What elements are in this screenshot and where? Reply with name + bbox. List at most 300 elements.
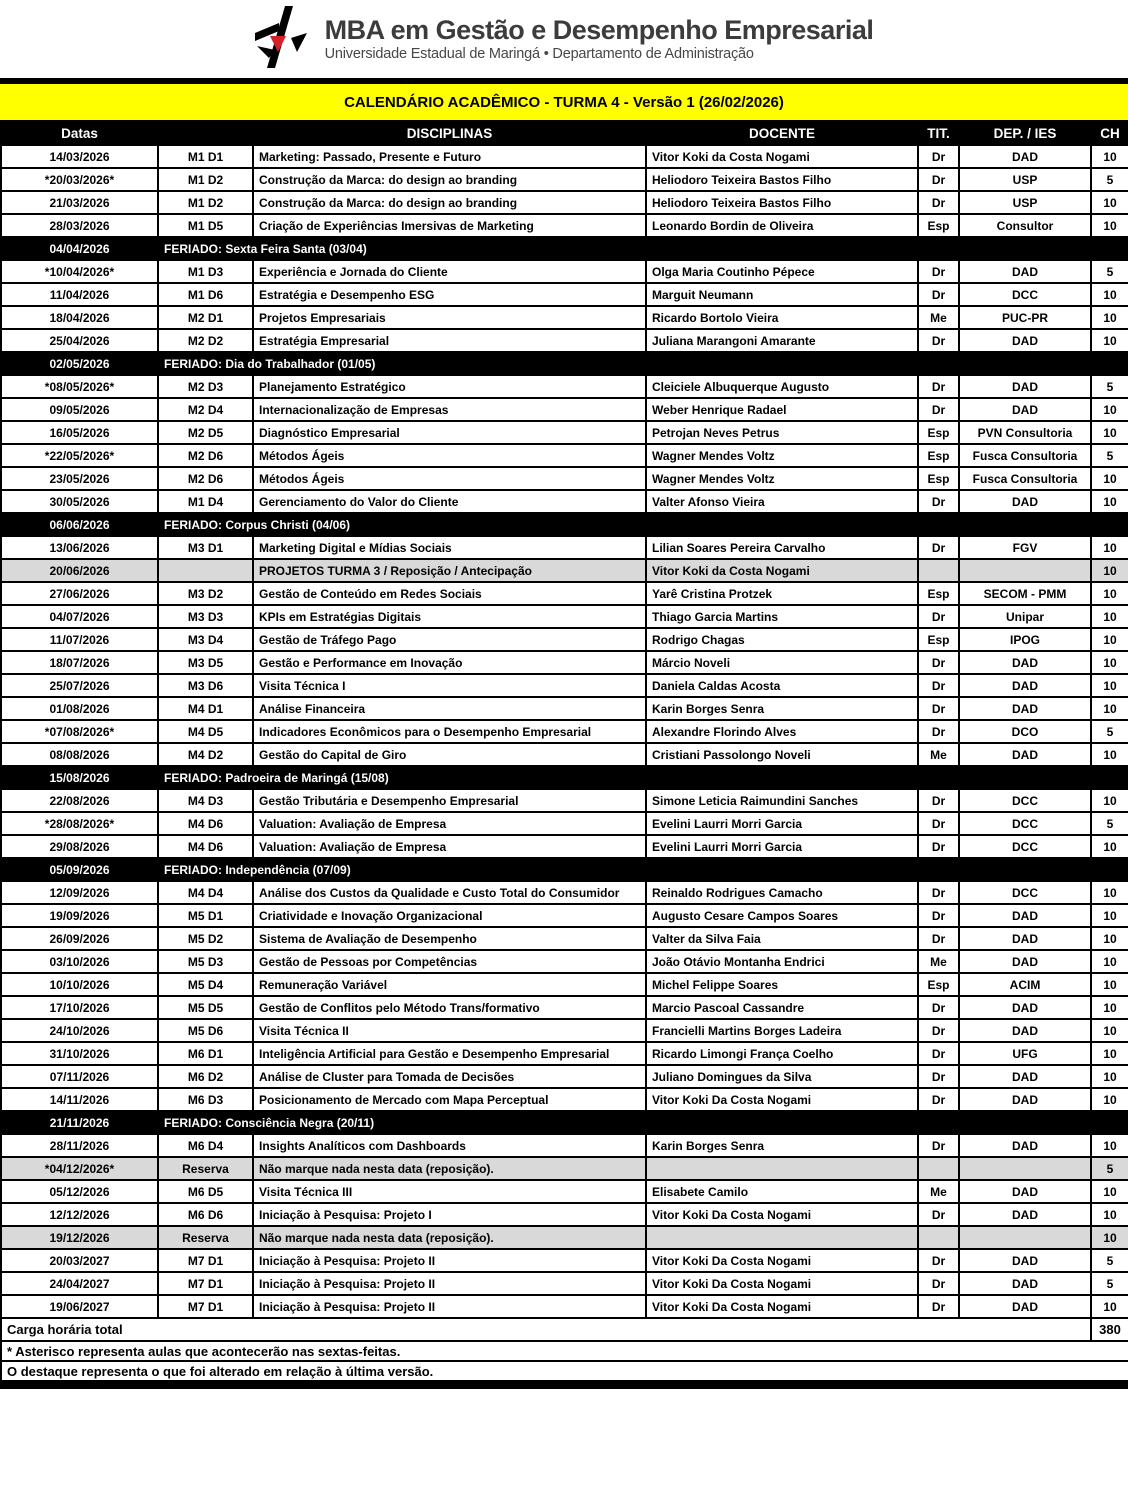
row-module: M1 D4 xyxy=(158,490,253,513)
row-discipline: Gestão de Conteúdo em Redes Sociais xyxy=(253,582,646,605)
holiday-row xyxy=(1,513,1128,536)
row-tit: Me xyxy=(918,743,959,766)
row-discipline: Experiência e Jornada do Cliente xyxy=(253,260,646,283)
row-module: M2 D2 xyxy=(158,329,253,352)
holiday-row xyxy=(1,858,1128,881)
row-module: M5 D3 xyxy=(158,950,253,973)
row-module: M5 D4 xyxy=(158,973,253,996)
class-row xyxy=(1,375,1128,398)
row-date: 21/03/2026 xyxy=(1,191,158,214)
row-date: 11/07/2026 xyxy=(1,628,158,651)
row-dep: Fusca Consultoria xyxy=(959,444,1091,467)
row-tit: Dr xyxy=(918,283,959,306)
calendar-table-footer xyxy=(1,1318,1128,1381)
class-row xyxy=(1,467,1128,490)
row-docente: Vitor Koki Da Costa Nogami xyxy=(646,1203,918,1226)
row-date: 19/06/2027 xyxy=(1,1295,158,1318)
row-tit: Dr xyxy=(918,1272,959,1295)
row-date: 09/05/2026 xyxy=(1,398,158,421)
row-module: Reserva xyxy=(158,1157,253,1180)
class-row xyxy=(1,973,1128,996)
row-date: 14/11/2026 xyxy=(1,1088,158,1111)
row-ch: 10 xyxy=(1091,1088,1128,1111)
row-date: *28/08/2026* xyxy=(1,812,158,835)
row-ch: 10 xyxy=(1091,743,1128,766)
row-ch: 10 xyxy=(1091,904,1128,927)
holiday-label: FERIADO: Padroeira de Maringá (15/08) xyxy=(158,766,1128,789)
row-discipline: Gerenciamento do Valor do Cliente xyxy=(253,490,646,513)
row-module: M2 D4 xyxy=(158,398,253,421)
row-module: M2 D1 xyxy=(158,306,253,329)
row-dep: USP xyxy=(959,168,1091,191)
row-module: M2 D6 xyxy=(158,467,253,490)
row-docente: Thiago Garcia Martins xyxy=(646,605,918,628)
row-dep: Fusca Consultoria xyxy=(959,467,1091,490)
row-module: M4 D6 xyxy=(158,835,253,858)
note-asterisk: * Asterisco representa aulas que acontecerão nas sextas-feitas. xyxy=(1,1341,1128,1361)
holiday-row xyxy=(1,766,1128,789)
class-row xyxy=(1,789,1128,812)
class-row xyxy=(1,398,1128,421)
row-tit: Esp xyxy=(918,444,959,467)
row-date: 04/07/2026 xyxy=(1,605,158,628)
row-tit: Dr xyxy=(918,1203,959,1226)
row-discipline: Remuneração Variável xyxy=(253,973,646,996)
row-tit: Me xyxy=(918,1180,959,1203)
row-docente: Vitor Koki da Costa Nogami xyxy=(646,559,918,582)
row-dep: DCC xyxy=(959,812,1091,835)
row-ch: 10 xyxy=(1091,697,1128,720)
row-docente: Ricardo Bortolo Vieira xyxy=(646,306,918,329)
row-tit: Dr xyxy=(918,1134,959,1157)
row-module: M7 D1 xyxy=(158,1295,253,1318)
row-date: 19/09/2026 xyxy=(1,904,158,927)
row-module: M4 D5 xyxy=(158,720,253,743)
row-dep: DAD xyxy=(959,375,1091,398)
row-tit: Dr xyxy=(918,1088,959,1111)
row-module: M6 D6 xyxy=(158,1203,253,1226)
row-docente: Wagner Mendes Voltz xyxy=(646,444,918,467)
row-discipline: Valuation: Avaliação de Empresa xyxy=(253,835,646,858)
holiday-label: FERIADO: Dia do Trabalhador (01/05) xyxy=(158,352,1128,375)
row-date: 29/08/2026 xyxy=(1,835,158,858)
row-date: 13/06/2026 xyxy=(1,536,158,559)
row-ch: 10 xyxy=(1091,145,1128,168)
row-tit: Dr xyxy=(918,605,959,628)
row-date: *10/04/2026* xyxy=(1,260,158,283)
holiday-date: 04/04/2026 xyxy=(1,237,158,260)
row-discipline: Gestão e Performance em Inovação xyxy=(253,651,646,674)
row-tit: Dr xyxy=(918,996,959,1019)
row-ch: 5 xyxy=(1091,1157,1128,1180)
row-module: M1 D6 xyxy=(158,283,253,306)
total-value: 380 xyxy=(1091,1318,1128,1341)
row-tit: Dr xyxy=(918,398,959,421)
class-row xyxy=(1,628,1128,651)
row-discipline: KPIs em Estratégias Digitais xyxy=(253,605,646,628)
row-dep: PVN Consultoria xyxy=(959,421,1091,444)
column-header-row xyxy=(1,121,1128,145)
class-row xyxy=(1,927,1128,950)
row-docente: Heliodoro Teixeira Bastos Filho xyxy=(646,191,918,214)
class-row xyxy=(1,904,1128,927)
row-date: 26/09/2026 xyxy=(1,927,158,950)
row-dep: DAD xyxy=(959,398,1091,421)
row-dep: USP xyxy=(959,191,1091,214)
holiday-row xyxy=(1,352,1128,375)
row-dep: DAD xyxy=(959,490,1091,513)
row-dep xyxy=(959,559,1091,582)
row-docente: Wagner Mendes Voltz xyxy=(646,467,918,490)
row-tit: Dr xyxy=(918,789,959,812)
row-ch: 10 xyxy=(1091,536,1128,559)
row-discipline: Gestão Tributária e Desempenho Empresarial xyxy=(253,789,646,812)
row-ch: 10 xyxy=(1091,1065,1128,1088)
row-dep: DAD xyxy=(959,1065,1091,1088)
row-docente: Marguit Neumann xyxy=(646,283,918,306)
class-row xyxy=(1,1249,1128,1272)
row-docente: Reinaldo Rodrigues Camacho xyxy=(646,881,918,904)
row-discipline: Criatividade e Inovação Organizacional xyxy=(253,904,646,927)
row-module: M5 D5 xyxy=(158,996,253,1019)
row-docente: Valter Afonso Vieira xyxy=(646,490,918,513)
holiday-label: FERIADO: Sexta Feira Santa (03/04) xyxy=(158,237,1128,260)
row-docente: Evelini Laurri Morri Garcia xyxy=(646,835,918,858)
row-date: 11/04/2026 xyxy=(1,283,158,306)
row-discipline: Criação de Experiências Imersivas de Marketing xyxy=(253,214,646,237)
row-dep: DAD xyxy=(959,1088,1091,1111)
row-module: M4 D6 xyxy=(158,812,253,835)
row-date: 12/12/2026 xyxy=(1,1203,158,1226)
class-row xyxy=(1,329,1128,352)
uem-logo-block xyxy=(255,6,874,73)
calendar-table xyxy=(0,120,1128,1382)
class-row xyxy=(1,168,1128,191)
logo-subtitle: Universidade Estadual de Maringá • Departamento de Administração xyxy=(324,45,754,62)
row-ch: 10 xyxy=(1091,835,1128,858)
bottom-bar xyxy=(0,1382,1128,1389)
class-row xyxy=(1,421,1128,444)
row-tit: Esp xyxy=(918,467,959,490)
row-date: 20/06/2026 xyxy=(1,559,158,582)
holiday-label: FERIADO: Consciência Negra (20/11) xyxy=(158,1111,1128,1134)
row-discipline: Posicionamento de Mercado com Mapa Perceptual xyxy=(253,1088,646,1111)
row-date: 01/08/2026 xyxy=(1,697,158,720)
row-discipline: Indicadores Econômicos para o Desempenho Empresarial xyxy=(253,720,646,743)
row-discipline: Gestão de Conflitos pelo Método Trans/formativo xyxy=(253,996,646,1019)
row-docente: Olga Maria Coutinho Pépece xyxy=(646,260,918,283)
class-row xyxy=(1,444,1128,467)
row-dep: DAD xyxy=(959,1019,1091,1042)
row-dep: DCC xyxy=(959,881,1091,904)
row-docente: Yarê Cristina Protzek xyxy=(646,582,918,605)
row-ch: 10 xyxy=(1091,1203,1128,1226)
class-row xyxy=(1,996,1128,1019)
row-date: *07/08/2026* xyxy=(1,720,158,743)
row-discipline: Marketing Digital e Mídias Sociais xyxy=(253,536,646,559)
row-tit: Esp xyxy=(918,973,959,996)
row-discipline: Marketing: Passado, Presente e Futuro xyxy=(253,145,646,168)
row-date: 05/12/2026 xyxy=(1,1180,158,1203)
column-header-docente: DOCENTE xyxy=(646,121,918,145)
holiday-label: FERIADO: Corpus Christi (04/06) xyxy=(158,513,1128,536)
row-tit: Esp xyxy=(918,582,959,605)
class-row xyxy=(1,1180,1128,1203)
row-discipline: Estratégia e Desempenho ESG xyxy=(253,283,646,306)
row-ch: 10 xyxy=(1091,582,1128,605)
class-row xyxy=(1,743,1128,766)
row-docente: Augusto Cesare Campos Soares xyxy=(646,904,918,927)
row-date: 28/11/2026 xyxy=(1,1134,158,1157)
row-date: 08/08/2026 xyxy=(1,743,158,766)
class-row xyxy=(1,697,1128,720)
class-row xyxy=(1,1019,1128,1042)
row-discipline: Iniciação à Pesquisa: Projeto II xyxy=(253,1295,646,1318)
row-docente: Karin Borges Senra xyxy=(646,697,918,720)
row-dep: DAD xyxy=(959,904,1091,927)
row-discipline: Análise Financeira xyxy=(253,697,646,720)
row-tit: Dr xyxy=(918,1249,959,1272)
row-tit: Dr xyxy=(918,490,959,513)
row-ch: 5 xyxy=(1091,812,1128,835)
row-dep: DAD xyxy=(959,1295,1091,1318)
row-discipline: Construção da Marca: do design ao branding xyxy=(253,191,646,214)
row-module: M1 D1 xyxy=(158,145,253,168)
class-row xyxy=(1,283,1128,306)
row-discipline: Gestão do Capital de Giro xyxy=(253,743,646,766)
row-date: 14/03/2026 xyxy=(1,145,158,168)
row-docente: Michel Felippe Soares xyxy=(646,973,918,996)
class-row xyxy=(1,1272,1128,1295)
row-docente: Rodrigo Chagas xyxy=(646,628,918,651)
logo-text xyxy=(325,16,874,62)
row-dep xyxy=(959,1226,1091,1249)
row-ch: 10 xyxy=(1091,559,1128,582)
row-module: M1 D2 xyxy=(158,191,253,214)
class-row xyxy=(1,1203,1128,1226)
class-row xyxy=(1,1042,1128,1065)
row-ch: 5 xyxy=(1091,375,1128,398)
holiday-date: 21/11/2026 xyxy=(1,1111,158,1134)
total-label: Carga horária total xyxy=(1,1318,1091,1341)
uem-logo-icon xyxy=(255,6,315,73)
row-ch: 10 xyxy=(1091,214,1128,237)
row-tit: Dr xyxy=(918,1019,959,1042)
row-dep: DCC xyxy=(959,835,1091,858)
row-dep: DAD xyxy=(959,743,1091,766)
class-row xyxy=(1,674,1128,697)
row-docente: João Otávio Montanha Endrici xyxy=(646,950,918,973)
row-docente: Juliana Marangoni Amarante xyxy=(646,329,918,352)
row-date: *22/05/2026* xyxy=(1,444,158,467)
row-module: M7 D1 xyxy=(158,1249,253,1272)
row-ch: 10 xyxy=(1091,789,1128,812)
row-tit: Dr xyxy=(918,697,959,720)
row-module: M2 D5 xyxy=(158,421,253,444)
class-row xyxy=(1,306,1128,329)
row-tit: Esp xyxy=(918,628,959,651)
row-tit: Dr xyxy=(918,191,959,214)
row-date: 25/04/2026 xyxy=(1,329,158,352)
class-row xyxy=(1,605,1128,628)
row-date: 23/05/2026 xyxy=(1,467,158,490)
row-module: M2 D3 xyxy=(158,375,253,398)
row-discipline: Não marque nada nesta data (reposição). xyxy=(253,1157,646,1180)
row-date: 22/08/2026 xyxy=(1,789,158,812)
row-discipline: Análise dos Custos da Qualidade e Custo Total do Consumidor xyxy=(253,881,646,904)
row-dep xyxy=(959,1157,1091,1180)
row-discipline: Internacionalização de Empresas xyxy=(253,398,646,421)
class-row xyxy=(1,1088,1128,1111)
row-module: M3 D5 xyxy=(158,651,253,674)
row-dep: FGV xyxy=(959,536,1091,559)
row-discipline: Iniciação à Pesquisa: Projeto II xyxy=(253,1272,646,1295)
row-discipline: Inteligência Artificial para Gestão e Desempenho Empresarial xyxy=(253,1042,646,1065)
column-header-tit: TIT. xyxy=(918,121,959,145)
row-module: M7 D1 xyxy=(158,1272,253,1295)
row-tit: Dr xyxy=(918,1295,959,1318)
row-module: M3 D4 xyxy=(158,628,253,651)
class-row xyxy=(1,214,1128,237)
note-highlight: O destaque representa o que foi alterado em relação à última versão. xyxy=(1,1361,1128,1381)
row-module: M4 D3 xyxy=(158,789,253,812)
row-tit: Dr xyxy=(918,375,959,398)
row-tit: Dr xyxy=(918,904,959,927)
row-date: 27/06/2026 xyxy=(1,582,158,605)
row-module: M6 D4 xyxy=(158,1134,253,1157)
logo-title: MBA em Gestão e Desempenho Empresarial xyxy=(324,15,874,46)
row-tit xyxy=(918,1226,959,1249)
row-tit: Dr xyxy=(918,260,959,283)
row-discipline: Diagnóstico Empresarial xyxy=(253,421,646,444)
calendar-table-body xyxy=(1,145,1128,1318)
row-date: 16/05/2026 xyxy=(1,421,158,444)
row-discipline: Iniciação à Pesquisa: Projeto II xyxy=(253,1249,646,1272)
row-date: 24/04/2027 xyxy=(1,1272,158,1295)
column-header-disciplinas: DISCIPLINAS xyxy=(253,121,646,145)
row-dep: ACIM xyxy=(959,973,1091,996)
row-tit: Dr xyxy=(918,651,959,674)
row-docente: Weber Henrique Radael xyxy=(646,398,918,421)
row-tit: Dr xyxy=(918,168,959,191)
row-tit: Esp xyxy=(918,421,959,444)
row-ch: 10 xyxy=(1091,421,1128,444)
row-module: M1 D3 xyxy=(158,260,253,283)
row-module: M3 D2 xyxy=(158,582,253,605)
row-module xyxy=(158,559,253,582)
column-header-dep: DEP. / IES xyxy=(959,121,1091,145)
row-docente xyxy=(646,1226,918,1249)
row-module: M5 D2 xyxy=(158,927,253,950)
row-ch: 10 xyxy=(1091,191,1128,214)
row-dep: DAD xyxy=(959,1272,1091,1295)
column-header-modulo xyxy=(158,121,253,145)
row-docente: Heliodoro Teixeira Bastos Filho xyxy=(646,168,918,191)
row-tit: Dr xyxy=(918,927,959,950)
row-ch: 10 xyxy=(1091,996,1128,1019)
row-tit xyxy=(918,559,959,582)
row-ch: 10 xyxy=(1091,1019,1128,1042)
row-discipline: PROJETOS TURMA 3 / Reposição / Antecipação xyxy=(253,559,646,582)
row-dep: DCC xyxy=(959,283,1091,306)
row-docente: Lilian Soares Pereira Carvalho xyxy=(646,536,918,559)
page-header xyxy=(0,0,1128,78)
class-row xyxy=(1,720,1128,743)
row-discipline: Valuation: Avaliação de Empresa xyxy=(253,812,646,835)
row-discipline: Insights Analíticos com Dashboards xyxy=(253,1134,646,1157)
row-ch: 5 xyxy=(1091,444,1128,467)
row-tit: Dr xyxy=(918,329,959,352)
row-docente: Juliano Domingues da Silva xyxy=(646,1065,918,1088)
row-dep: DAD xyxy=(959,697,1091,720)
class-row xyxy=(1,191,1128,214)
row-discipline: Visita Técnica I xyxy=(253,674,646,697)
row-module: M6 D2 xyxy=(158,1065,253,1088)
class-row xyxy=(1,145,1128,168)
row-module: Reserva xyxy=(158,1226,253,1249)
row-dep: DCO xyxy=(959,720,1091,743)
row-date: *04/12/2026* xyxy=(1,1157,158,1180)
class-row xyxy=(1,536,1128,559)
row-discipline: Projetos Empresariais xyxy=(253,306,646,329)
holiday-row xyxy=(1,237,1128,260)
class-row xyxy=(1,582,1128,605)
row-ch: 5 xyxy=(1091,1249,1128,1272)
holiday-date: 05/09/2026 xyxy=(1,858,158,881)
row-module: M3 D6 xyxy=(158,674,253,697)
row-docente: Leonardo Bordin de Oliveira xyxy=(646,214,918,237)
row-tit xyxy=(918,1157,959,1180)
row-ch: 10 xyxy=(1091,628,1128,651)
row-ch: 5 xyxy=(1091,168,1128,191)
row-dep: DAD xyxy=(959,651,1091,674)
row-docente: Elisabete Camilo xyxy=(646,1180,918,1203)
row-module: M3 D1 xyxy=(158,536,253,559)
row-dep: DAD xyxy=(959,260,1091,283)
row-discipline: Iniciação à Pesquisa: Projeto I xyxy=(253,1203,646,1226)
row-tit: Dr xyxy=(918,881,959,904)
row-discipline: Métodos Ágeis xyxy=(253,444,646,467)
row-module: M6 D5 xyxy=(158,1180,253,1203)
row-dep: DAD xyxy=(959,1249,1091,1272)
holiday-date: 15/08/2026 xyxy=(1,766,158,789)
row-dep: DAD xyxy=(959,1134,1091,1157)
holiday-label: FERIADO: Independência (07/09) xyxy=(158,858,1128,881)
row-docente: Cristiani Passolongo Noveli xyxy=(646,743,918,766)
row-ch: 10 xyxy=(1091,1295,1128,1318)
row-dep: IPOG xyxy=(959,628,1091,651)
row-ch: 10 xyxy=(1091,490,1128,513)
row-dep: UFG xyxy=(959,1042,1091,1065)
row-docente: Daniela Caldas Acosta xyxy=(646,674,918,697)
row-module: M1 D5 xyxy=(158,214,253,237)
row-ch: 10 xyxy=(1091,1180,1128,1203)
row-module: M5 D6 xyxy=(158,1019,253,1042)
row-dep: DAD xyxy=(959,950,1091,973)
row-tit: Esp xyxy=(918,214,959,237)
class-row xyxy=(1,651,1128,674)
holiday-row xyxy=(1,1111,1128,1134)
row-ch: 10 xyxy=(1091,973,1128,996)
row-docente: Vitor Koki da Costa Nogami xyxy=(646,145,918,168)
row-ch: 10 xyxy=(1091,674,1128,697)
row-date: 03/10/2026 xyxy=(1,950,158,973)
row-docente: Petrojan Neves Petrus xyxy=(646,421,918,444)
row-ch: 10 xyxy=(1091,950,1128,973)
row-dep: PUC-PR xyxy=(959,306,1091,329)
row-date: 20/03/2027 xyxy=(1,1249,158,1272)
row-tit: Dr xyxy=(918,1042,959,1065)
